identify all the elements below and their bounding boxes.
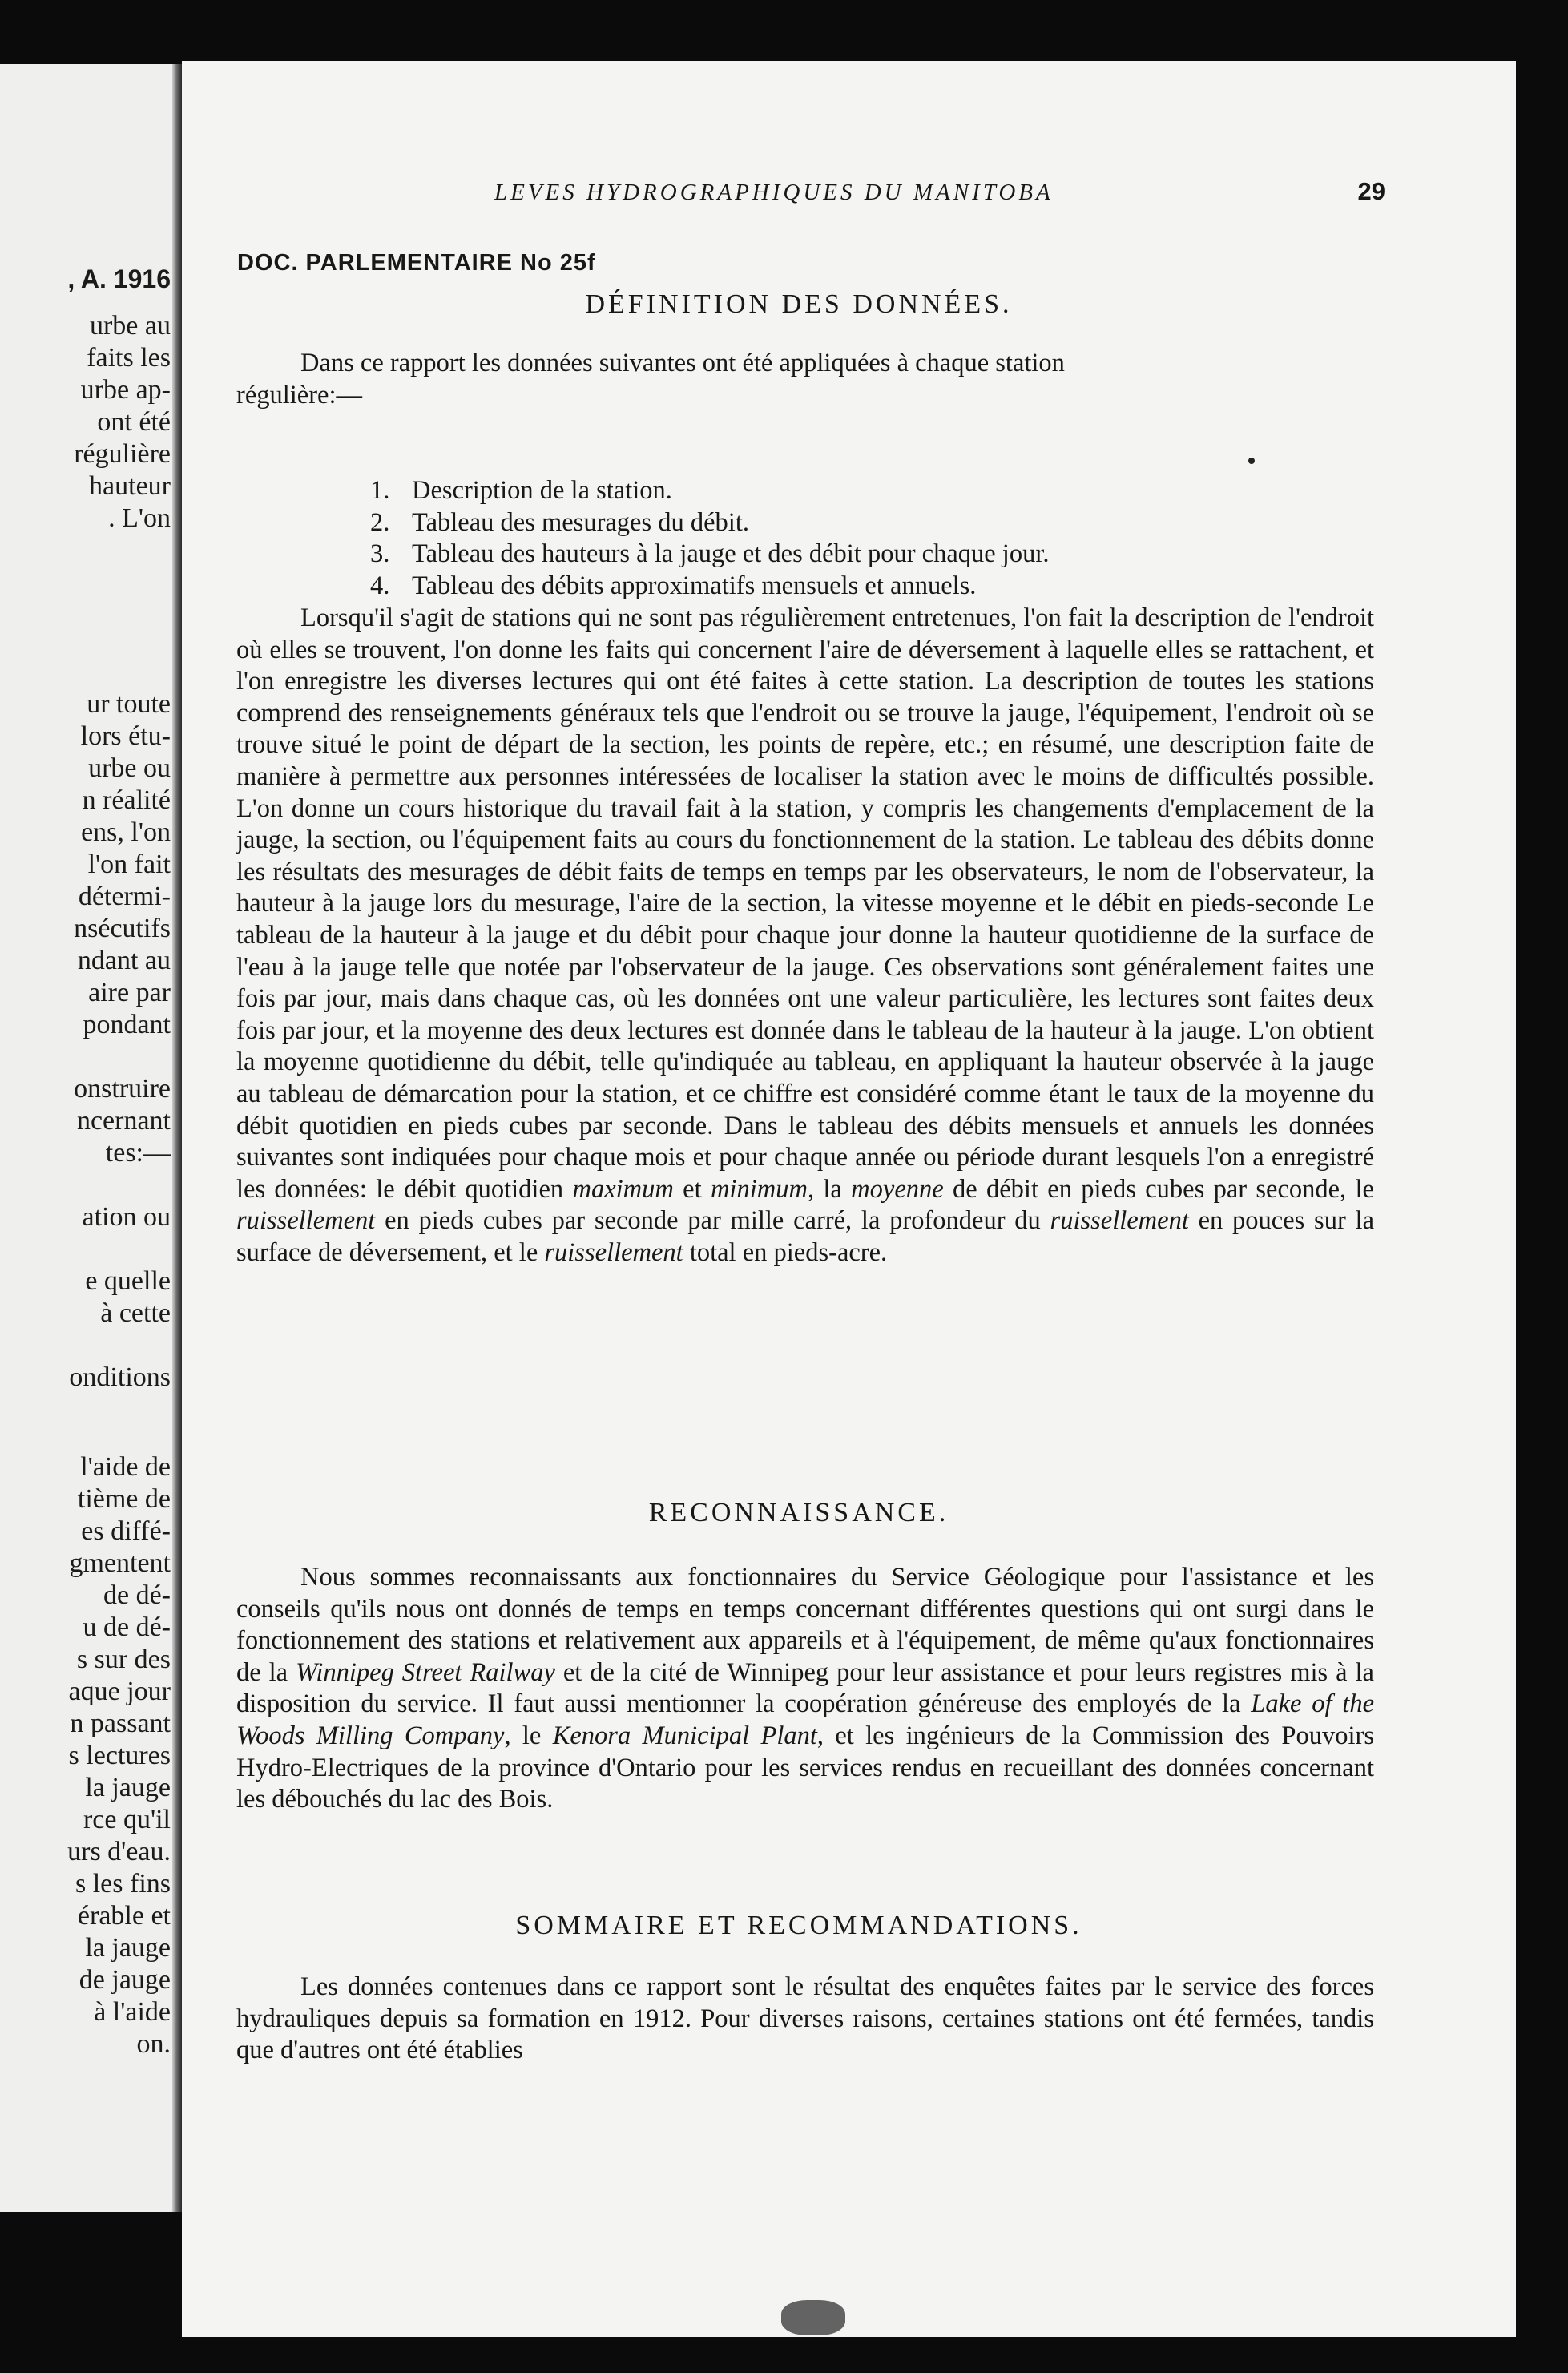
left-page-fragment: hauteur (89, 471, 171, 501)
left-page-fragment: faits les (87, 343, 171, 373)
section-title-definition: DÉFINITION DES DONNÉES. (585, 289, 1013, 319)
left-page-fragment: ndant au (77, 946, 171, 975)
document-reference: DOC. PARLEMENTAIRE No 25f (237, 250, 596, 276)
left-page-fragment: à l'aide (94, 1997, 171, 2027)
left-page-fragment: urbe ap- (80, 375, 171, 405)
list-item: 4. Tableau des débits approximatifs mensuels et annuels. (370, 571, 977, 600)
left-page-fragment: détermi- (78, 882, 171, 911)
left-page-fragment: ation ou (82, 1202, 171, 1232)
left-page-fragment: aire par (88, 978, 171, 1007)
left-page-fragment: de jauge (79, 1965, 171, 1995)
left-page-fragment: urs d'eau. (67, 1837, 171, 1867)
list-item: 2. Tableau des mesurages du débit. (370, 507, 749, 537)
left-page-fragment: s lectures (68, 1741, 171, 1770)
left-page-fragment: s sur des (76, 1645, 171, 1674)
ink-speck (1248, 458, 1255, 464)
left-page-fragment: de dé- (103, 1580, 171, 1610)
left-page-fragment: , A. 1916 (67, 264, 171, 293)
left-page-fragment: érable et (77, 1901, 171, 1931)
paragraph-definitions: Lorsqu'il s'agit de stations qui ne sont pas régulièrement entretenues, l'on fait la description de l'endroit où elles se trouvent, l'on donne les faits qui concernent l'aire de déversement à laquelle elles se rattachent, et l'on enregistre les diverses lectures qui ont été faites à cette station. La description de toutes les stations comprend des renseignements généraux tels que l'endroit ou se trouve la jauge, l'équipement, l'endroit où se trouve situé le point de départ de la section, les points de repère, etc.; en résumé, une description faite de manière à permettre aux personnes intéressées de localiser la station avec le moins de difficultés possible. L'on donne un cours historique du travail fait à la station, y compris les changements d'emplacement de la jauge, la section, ou l'équipement faits au cours du fonctionnement de la station. Le tableau des débits donne les résultats des mesurages de débit faits de temps en temps par les observateurs, le nom de l'observateur, la hauteur à la jauge lors du mesurage, l'aire de la section, la vitesse moyenne et le débit en pieds-seconde Le tableau de la hauteur à la jauge et du débit pour chaque jour donne la hauteur quotidienne de la surface de l'eau à la jauge telle que notée par l'observateur de la jauge. Ces observations sont généralement faites une fois par jour, mais dans chaque cas, où les données ont une valeur particulière, les lectures sont faites deux fois par jour, et la moyenne des deux lectures est donnée dans le tableau de la hauteur à la jauge. L'on obtient la moyenne quotidienne du débit, telle qu'indiquée au tableau, en appliquant la hauteur observée à la jauge au tableau de démarcation pour la station, et ce chiffre est considéré comme étant le taux de la moyenne du débit quotidien en pieds cubes par seconde. Dans le tableau des débits mensuels et annuels les données suivantes sont indiquées pour chaque mois et pour chaque année ou période durant lesquels l'on a enregistré les données: le débit quotidien maximum et minimum, la moyenne de débit en pieds cubes par seconde, le ruissellement en pieds cubes par seconde par mille carré, la profondeur du ruissellement en pouces sur la surface de déversement, et le ruissellement total en pieds-acre. (236, 603, 1374, 1267)
left-page-fragment: e quelle (85, 1266, 171, 1296)
data-list (370, 475, 1050, 602)
scan-smudge (781, 2300, 845, 2335)
paragraph-sommaire: Les données contenues dans ce rapport sont le résultat des enquêtes faites par le service des forces hydrauliques depuis sa formation en 1912. Pour diverses raisons, certaines stations ont été fermées, tandis que d'autres ont été établies (236, 1972, 1374, 2065)
adjacent-left-page (0, 64, 180, 2212)
left-page-fragment: . L'on (108, 503, 171, 533)
left-page-fragment: gmentent (69, 1548, 171, 1578)
intro-paragraph (236, 348, 1374, 411)
running-head: LEVES HYDROGRAPHIQUES DU MANITOBA (494, 180, 1054, 205)
book-gutter (172, 64, 182, 2212)
left-page-fragment: ens, l'on (81, 817, 171, 847)
left-page-fragment: régulière (74, 439, 171, 469)
left-page-fragment: tième de (77, 1484, 171, 1514)
intro-line-2: régulière:— (236, 380, 363, 410)
left-page-fragment: l'on fait (87, 850, 171, 879)
left-page-fragment: urbe au (89, 311, 171, 341)
left-page-fragment: rce qu'il (83, 1805, 171, 1834)
left-page-fragment: la jauge (85, 1933, 171, 1963)
left-page-fragment: l'aide de (80, 1452, 171, 1482)
section-title-reconnaissance: RECONNAISSANCE. (648, 1498, 949, 1528)
left-page-fragment: ont été (97, 407, 171, 437)
left-page-fragment: aque jour (68, 1677, 171, 1706)
left-page-fragment: urbe ou (88, 753, 171, 783)
left-page-fragment: onditions (69, 1362, 171, 1392)
intro-line-1: Dans ce rapport les données suivantes ont été appliquées à chaque station (300, 349, 1065, 377)
left-page-fragment: on. (136, 2029, 171, 2059)
paragraph-reconnaissance: Nous sommes reconnaissants aux fonctionnaires du Service Géologique pour l'assistance et les conseils qu'ils nous ont donnés de temps en temps concernant différentes questions qui ont surgi dans le fonctionnement des stations et relativement aux appareils et à l'équipement, de même qu'aux fonctionnaires de la Winnipeg Street Railway et de la cité de Winnipeg pour leur assistance et pour leurs registres mis à la disposition du service. Il faut aussi mentionner la coopération généreuse des employés de la Lake of the Woods Milling Company, le Kenora Municipal Plant, et les ingénieurs de la Commission des Pouvoirs Hydro-Electriques de la province d'Ontario pour les services rendus en recueillant des données concernant les débouchés du lac des Bois. (236, 1563, 1374, 1814)
left-page-fragment: u de dé- (83, 1612, 171, 1642)
left-page-fragment: s les fins (75, 1869, 171, 1899)
left-page-fragment: n passant (70, 1709, 171, 1738)
left-page-fragment: ncernant (76, 1106, 171, 1136)
left-page-fragment: n réalité (82, 785, 171, 815)
section-title-sommaire: SOMMAIRE ET RECOMMANDATIONS. (515, 1911, 1082, 1940)
left-page-fragment: à cette (100, 1298, 171, 1328)
left-page-fragment: ur toute (87, 689, 171, 719)
left-page-fragment: es diffé- (81, 1516, 171, 1546)
left-page-fragment: lors étu- (80, 721, 171, 751)
document-page (182, 61, 1516, 2337)
list-item: 3. Tableau des hauteurs à la jauge et des débit pour chaque jour. (370, 539, 1050, 568)
page-number: 29 (1357, 177, 1385, 205)
left-page-fragment: onstruire (74, 1074, 171, 1104)
left-page-fragment: tes:— (105, 1138, 171, 1168)
left-page-fragment: la jauge (85, 1773, 171, 1802)
left-page-fragment: pondant (83, 1010, 171, 1039)
left-page-fragment: nsécutifs (74, 914, 171, 943)
list-item: 1. Description de la station. (370, 476, 672, 505)
